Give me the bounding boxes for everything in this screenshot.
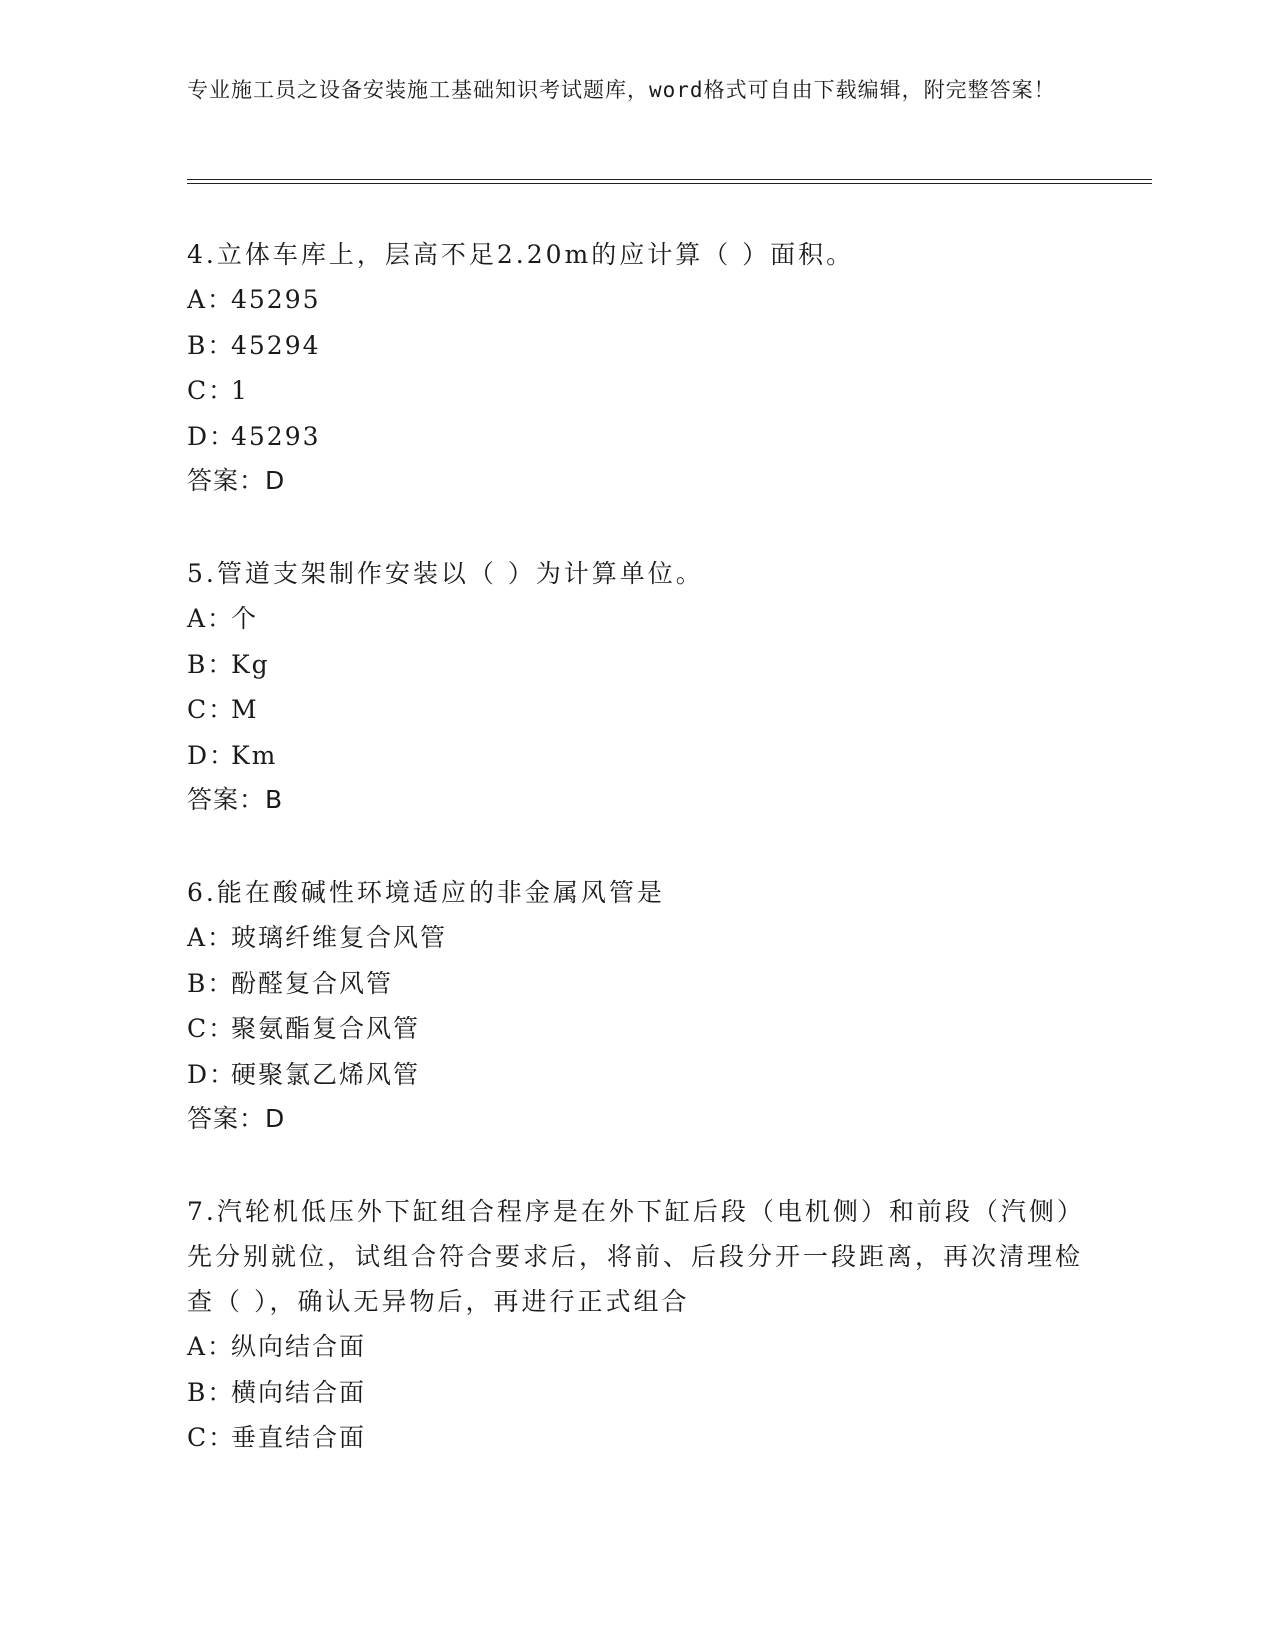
option-letter: D：: [187, 740, 237, 770]
option-list: [187, 915, 1087, 1097]
document-header: 专业施工员之设备安装施工基础知识考试题库，word格式可自由下载编辑，附完整答案！: [187, 78, 1056, 102]
option-c: [187, 687, 1087, 733]
option-text: Kg: [231, 649, 270, 679]
option-a: [187, 915, 1087, 961]
option-text: Km: [231, 740, 278, 770]
option-list: [187, 1324, 1087, 1461]
option-letter: B：: [187, 330, 235, 360]
option-text: 1: [231, 376, 249, 405]
option-letter: B：: [187, 968, 235, 998]
option-d: [187, 414, 1087, 460]
option-letter: A：: [187, 1332, 235, 1361]
question-stem: 7.汽轮机低压外下缸组合程序是在外下缸后段（电机侧）和前段（汽侧）先分别就位，试组合符合要求后，将前、后段分开一段距离，再次清理检查（ ），确认无异物后，再进行正式组合: [187, 1197, 1085, 1316]
option-text: 45293: [231, 421, 321, 451]
option-letter: B：: [187, 649, 235, 679]
option-list: [187, 277, 1087, 459]
option-d: [187, 733, 1087, 779]
question-stem: 5.管道支架制作安装以（ ）为计算单位。: [187, 559, 704, 588]
option-a: [187, 277, 1087, 323]
option-text: 45294: [231, 330, 321, 360]
option-letter: D：: [187, 421, 237, 451]
header-divider-top: [187, 179, 1152, 180]
option-text: 硬聚氯乙烯风管: [231, 1059, 421, 1089]
question-stem: 6.能在酸碱性环境适应的非金属风管是: [187, 878, 665, 907]
option-text: 个: [231, 604, 259, 633]
option-c: [187, 368, 1087, 414]
option-text: M: [231, 695, 259, 724]
answer-line: 答案：B: [187, 785, 284, 814]
option-letter: A：: [187, 923, 235, 952]
option-b: [187, 1370, 1087, 1416]
option-letter: A：: [187, 285, 235, 314]
answer-line: 答案：D: [187, 1104, 286, 1133]
option-letter: C：: [187, 695, 236, 724]
option-letter: C：: [187, 1423, 236, 1452]
option-letter: C：: [187, 1014, 236, 1043]
option-c: [187, 1415, 1087, 1461]
option-letter: D：: [187, 1059, 237, 1089]
option-a: [187, 1324, 1087, 1370]
option-c: [187, 1006, 1087, 1052]
option-list: [187, 596, 1087, 778]
option-letter: B：: [187, 1377, 235, 1407]
option-letter: A：: [187, 604, 235, 633]
option-b: [187, 323, 1087, 369]
option-text: 玻璃纤维复合风管: [231, 923, 448, 952]
option-a: [187, 596, 1087, 642]
question-stem: 4.立体车库上，层高不足2.20m的应计算（ ）面积。: [187, 240, 855, 269]
question-list: [187, 232, 1087, 1509]
option-text: 45295: [231, 285, 321, 314]
option-text: 纵向结合面: [231, 1332, 367, 1361]
option-text: 垂直结合面: [231, 1423, 367, 1452]
option-b: [187, 642, 1087, 688]
question-4: [187, 232, 1087, 503]
option-text: 聚氨酯复合风管: [231, 1014, 421, 1043]
option-text: 横向结合面: [231, 1377, 367, 1407]
question-6: [187, 870, 1087, 1141]
option-text: 酚醛复合风管: [231, 968, 394, 998]
option-d: [187, 1052, 1087, 1098]
option-letter: C：: [187, 376, 236, 405]
header-divider-bottom: [187, 183, 1152, 184]
option-b: [187, 961, 1087, 1007]
question-7: [187, 1189, 1087, 1461]
question-5: [187, 551, 1087, 822]
answer-line: 答案：D: [187, 466, 286, 495]
